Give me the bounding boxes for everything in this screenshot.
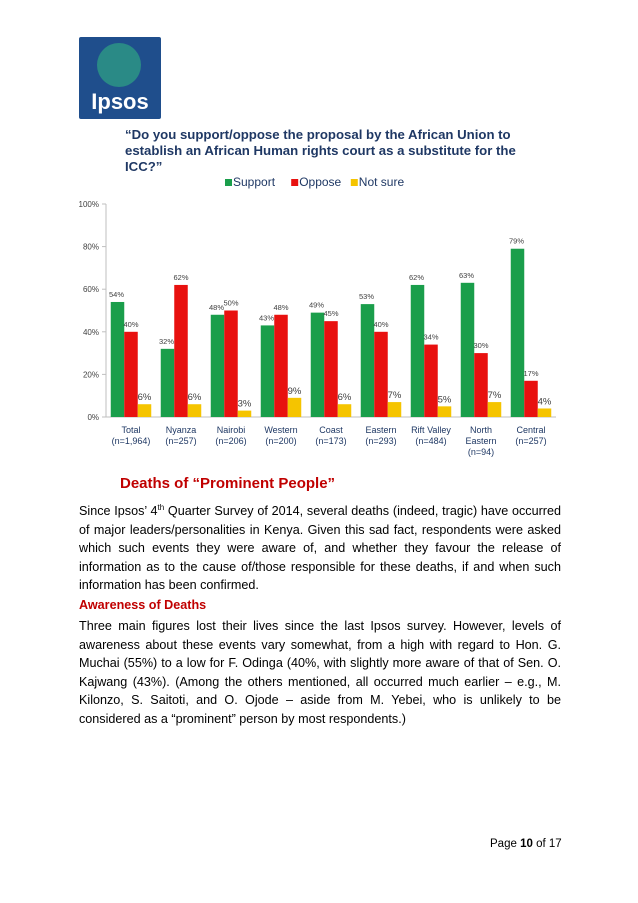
x-tick-label: Nairobi (216, 425, 246, 435)
bar (461, 283, 475, 417)
data-label: 34% (423, 332, 439, 342)
y-tick-label: 80% (82, 242, 99, 252)
data-label: 9% (287, 385, 302, 397)
x-tick-label: Eastern (365, 425, 397, 435)
section-heading: Deaths of “Prominent People” (120, 475, 336, 492)
x-tick-label: (n=206) (215, 436, 247, 446)
bar (488, 402, 502, 417)
x-tick-label: Total (121, 425, 141, 435)
x-tick-label: Nyanza (165, 425, 197, 435)
legend-label: Not sure (358, 175, 405, 189)
bar (111, 302, 125, 417)
data-label: 48% (208, 302, 225, 312)
bar (324, 321, 338, 417)
page-footer (490, 838, 562, 850)
bar (138, 404, 152, 417)
legend-swatch (351, 179, 358, 186)
ipsos-logo (79, 37, 161, 119)
bar (338, 404, 352, 417)
x-tick-label: Western (264, 425, 298, 435)
y-tick-label: 40% (82, 327, 99, 337)
data-label: 30% (473, 341, 489, 351)
y-tick-label: 100% (78, 200, 99, 209)
bar (224, 311, 238, 418)
y-tick-label: 20% (82, 370, 99, 380)
paragraph-2: Three main figures lost their lives since the last Ipsos survey. However, levels of awareness about these events vary somewhat, from a high with regard to Hon. G. Muchai (55%) to a low for F. Odinga (40%, with slightly more aware of that of Sen. O. Kajwang (43%). (Among the others mentioned, all occurred much earlier – e.g., M. Kilonzo, S. Saitoti, and O. Ojode – aside from M. Yebei, who is unlikely to be considered as a “prominent” person by most respondents.) (79, 619, 561, 726)
bar (388, 402, 402, 417)
x-tick-label: (n=1,964) (111, 436, 151, 446)
bar (311, 313, 325, 417)
data-label: 45% (323, 309, 339, 319)
logo-emblem-icon (97, 43, 141, 87)
bar (361, 304, 375, 417)
legend-label: Support (233, 175, 276, 189)
data-label: 7% (387, 390, 402, 402)
footer-total-pages: 17 (548, 838, 562, 850)
data-label: 63% (458, 270, 475, 280)
paragraph-1-start: Since Ipsos’ 4 (79, 504, 158, 518)
bar (511, 249, 525, 417)
data-label: 6% (187, 392, 202, 404)
bar (261, 325, 275, 417)
paragraph-1 (79, 502, 561, 595)
x-tick-label: (n=257) (165, 436, 197, 446)
data-label: 49% (308, 300, 325, 310)
legend-swatch (225, 179, 232, 186)
data-label: 32% (158, 336, 175, 346)
bar (161, 349, 175, 417)
legend-label: Oppose (299, 175, 342, 189)
paragraph-1-rest: Quarter Survey of 2014, several deaths (indeed, tragic) have occurred of major leaders/personalities in Kenya. Given this sad fact, respondents were asked which such events they were aware of, and whether they favour the release of information as to the cause of/those responsible for these deaths, if and when such information has been confirmed. (79, 504, 561, 592)
bar (174, 285, 188, 417)
footer-of-label: of (536, 838, 546, 850)
data-label: 5% (437, 394, 452, 406)
x-tick-label: Central (516, 425, 546, 435)
bar (474, 353, 488, 417)
bar (211, 315, 225, 417)
x-tick-label: (n=200) (265, 436, 297, 446)
x-tick-label: North (469, 425, 493, 435)
data-label: 6% (137, 392, 152, 404)
x-tick-label: Rift Valley (411, 425, 451, 435)
bar (288, 398, 302, 417)
data-label: 7% (487, 390, 502, 402)
bar (424, 345, 438, 417)
chart-title: “Do you support/oppose the proposal by the African Union to establish an African Human rights court as a substitute for the ICC?” (125, 127, 516, 174)
data-label: 4% (537, 396, 552, 408)
bar (438, 406, 452, 417)
data-label: 50% (223, 298, 239, 308)
x-tick-label: (n=293) (365, 436, 397, 446)
y-tick-label: 0% (87, 413, 99, 422)
data-label: 17% (523, 368, 539, 378)
x-tick-label: (n=257) (515, 436, 547, 446)
bar (238, 411, 252, 417)
data-label: 54% (108, 289, 125, 299)
paragraph-1-sup: th (157, 502, 165, 512)
footer-page-label: Page (490, 838, 517, 850)
data-label: 43% (258, 313, 275, 323)
y-tick-label: 60% (82, 285, 99, 295)
x-tick-label: Coast (319, 425, 343, 435)
bar (411, 285, 425, 417)
data-label: 62% (408, 272, 425, 282)
x-tick-label: (n=173) (315, 436, 347, 446)
x-tick-label: (n=484) (415, 436, 447, 446)
subheading-awareness: Awareness of Deaths (79, 598, 207, 612)
data-label: 6% (337, 392, 352, 404)
data-label: 40% (123, 319, 139, 329)
data-label: 62% (173, 272, 189, 282)
data-label: 3% (237, 398, 252, 410)
bar (524, 381, 538, 417)
data-label: 79% (508, 236, 525, 246)
legend-swatch (291, 179, 298, 186)
bar (374, 332, 388, 417)
bar (124, 332, 138, 417)
bar-chart (0, 170, 638, 470)
x-tick-label: (n=94) (467, 447, 495, 457)
x-tick-label: Eastern (465, 436, 497, 446)
data-label: 48% (273, 302, 289, 312)
logo-text: Ipsos (91, 89, 149, 114)
data-label: 53% (358, 292, 375, 302)
bar (274, 315, 288, 417)
data-label: 40% (373, 319, 389, 329)
bar (188, 404, 202, 417)
footer-page-number: 10 (520, 838, 533, 850)
bar (538, 408, 552, 417)
